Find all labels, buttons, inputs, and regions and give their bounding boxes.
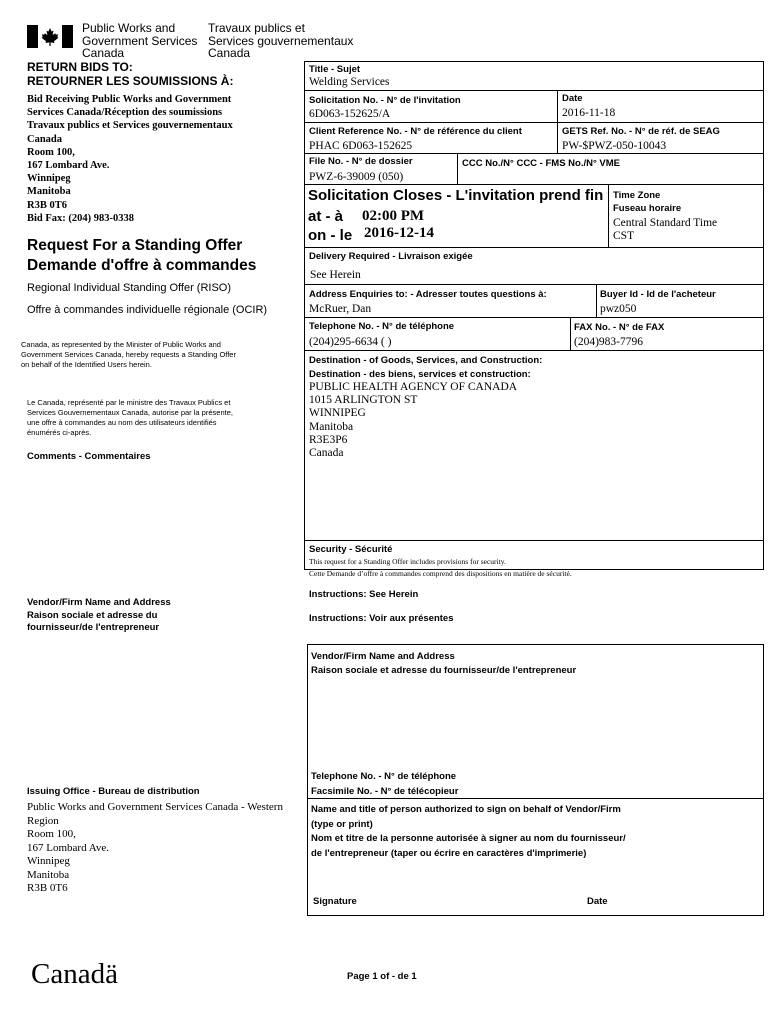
- buyer-id-label: Buyer Id - Id de l'acheteur: [600, 289, 716, 300]
- vendor-firm-label: Vendor/Firm Name and Address Raison sociale et adresse du fournisseur/de l'entrepreneur: [311, 651, 577, 676]
- department-name-french: Travaux publics et Services gouvernementaux Canada: [208, 21, 354, 60]
- destination-label: Destination - of Goods, Services, and Construction: Destination - des biens, services et construction:: [309, 355, 543, 380]
- fax-label: FAX No. - N° de FAX: [574, 322, 665, 333]
- address-enquiries-value: McRuer, Dan: [309, 303, 372, 315]
- security-text-french: Cette Demande d’offre à commandes comprend des dispositions en matière de sécurité.: [309, 569, 572, 578]
- security-label: Security - Sécurité: [309, 544, 393, 555]
- delivery-required-value: See Herein: [310, 269, 361, 281]
- issuing-office-address: Public Works and Government Services Canada - Western Region Room 100, 167 Lombard Ave. Winnipeg Manitoba R3B 0T6: [27, 801, 283, 894]
- solicitation-number-value: 6D063-152625/A: [309, 108, 391, 120]
- canada-flag-icon: [27, 25, 73, 48]
- comments-label: Comments - Commentaires: [27, 451, 151, 462]
- instructions-french: Instructions: Voir aux présentes: [309, 613, 454, 624]
- request-title: Request For a Standing Offer Demande d'offre à commandes: [27, 237, 257, 274]
- client-reference-value: PHAC 6D063-152625: [309, 140, 413, 152]
- address-enquiries-label: Address Enquiries to: - Adresser toutes questions à:: [309, 289, 547, 300]
- time-zone-value: Central Standard Time CST: [613, 217, 718, 242]
- file-number-label: File No. - N° de dossier: [309, 156, 413, 167]
- page-number: Page 1 of - de 1: [347, 971, 417, 982]
- request-text-english: Canada, as represented by the Minister of Public Works and Government Services Canada, hereby requests a Standing Offer on behalf of the Identified Users herein.: [21, 340, 236, 369]
- telephone-label: Telephone No. - N° de téléphone: [309, 321, 455, 332]
- solicitation-closes-title: Solicitation Closes - L'invitation prend fin: [308, 187, 604, 204]
- ccc-number-label: CCC No./N° CCC - FMS No./N° VME: [462, 158, 621, 169]
- request-type-english: Regional Individual Standing Offer (RISO): [27, 282, 232, 294]
- vendor-facsimile-label: Facsimile No. - N° de télécopieur: [311, 786, 459, 797]
- authorized-person-label: Name and title of person authorized to sign on behalf of Vendor/Firm (type or print) Nom et titre de la personne autorisée à signer au nom du fournisseur/ de l'entrepreneur (taper ou écrire en caractères d'imprimerie): [311, 804, 626, 859]
- telephone-value: (204)295-6634 ( ): [309, 336, 392, 348]
- closing-date-label: on - le: [308, 227, 353, 244]
- vendor-telephone-label: Telephone No. - N° de téléphone: [311, 771, 457, 782]
- vendor-firm-label-left: Vendor/Firm Name and Address Raison sociale et adresse du fournisseur/de l'entrepreneur: [27, 597, 171, 633]
- signature-label: Signature: [313, 896, 357, 907]
- return-bids-address: Bid Receiving Public Works and Government Services Canada/Réception des soumissions Travaux publics et Services gouvernementaux Canada Room 100, 167 Lombard Ave. Winnipeg Manitoba R3B 0T6 Bid Fax: (204) 983-0338: [27, 94, 233, 224]
- title-label: Title - Sujet: [309, 64, 361, 75]
- fax-value: (204)983-7796: [574, 336, 643, 348]
- delivery-required-label: Delivery Required - Livraison exigée: [309, 251, 473, 262]
- destination-value: PUBLIC HEALTH AGENCY OF CANADA 1015 ARLINGTON ST WINNIPEG Manitoba R3E3P6 Canada: [309, 381, 518, 460]
- buyer-id-value: pwz050: [600, 303, 637, 315]
- department-name-english: Public Works and Government Services Canada: [82, 21, 198, 60]
- title-value: Welding Services: [309, 76, 390, 88]
- date-label: Date: [562, 93, 583, 104]
- return-bids-title: RETURN BIDS TO: RETOURNER LES SOUMISSIONS À:: [27, 60, 234, 88]
- date-value: 2016-11-18: [562, 107, 616, 119]
- security-text-english: This request for a Standing Offer includes provisions for security.: [309, 557, 506, 566]
- issuing-office-label: Issuing Office - Bureau de distribution: [27, 786, 200, 797]
- instructions-english: Instructions: See Herein: [309, 589, 419, 600]
- request-type-french: Offre à commandes individuelle régionale (OCIR): [27, 304, 268, 316]
- request-text-french: Le Canada, représenté par le ministre des Travaux Publics et Services Gouvernementaux Canada, autorise par la présente, une offre à commandes au nom des utilisateurs identifiés énumérés ci-après.: [27, 398, 233, 437]
- closing-date-value: 2016-12-14: [364, 225, 434, 241]
- signature-date-label: Date: [587, 896, 608, 907]
- time-zone-label: Time Zone Fuseau horaire: [613, 190, 682, 214]
- closing-time-label: at - à: [308, 208, 344, 225]
- canada-wordmark-logo: Canadä: [31, 958, 118, 990]
- gets-reference-value: PW-$PWZ-050-10043: [562, 140, 667, 152]
- client-reference-label: Client Reference No. - N° de référence du client: [309, 126, 522, 137]
- gets-reference-label: GETS Ref. No. - N° de réf. de SEAG: [562, 126, 720, 137]
- file-number-value: PWZ-6-39009 (050): [309, 171, 404, 183]
- closing-time-value: 02:00 PM: [362, 208, 425, 224]
- solicitation-number-label: Solicitation No. - N° de l'invitation: [309, 95, 461, 106]
